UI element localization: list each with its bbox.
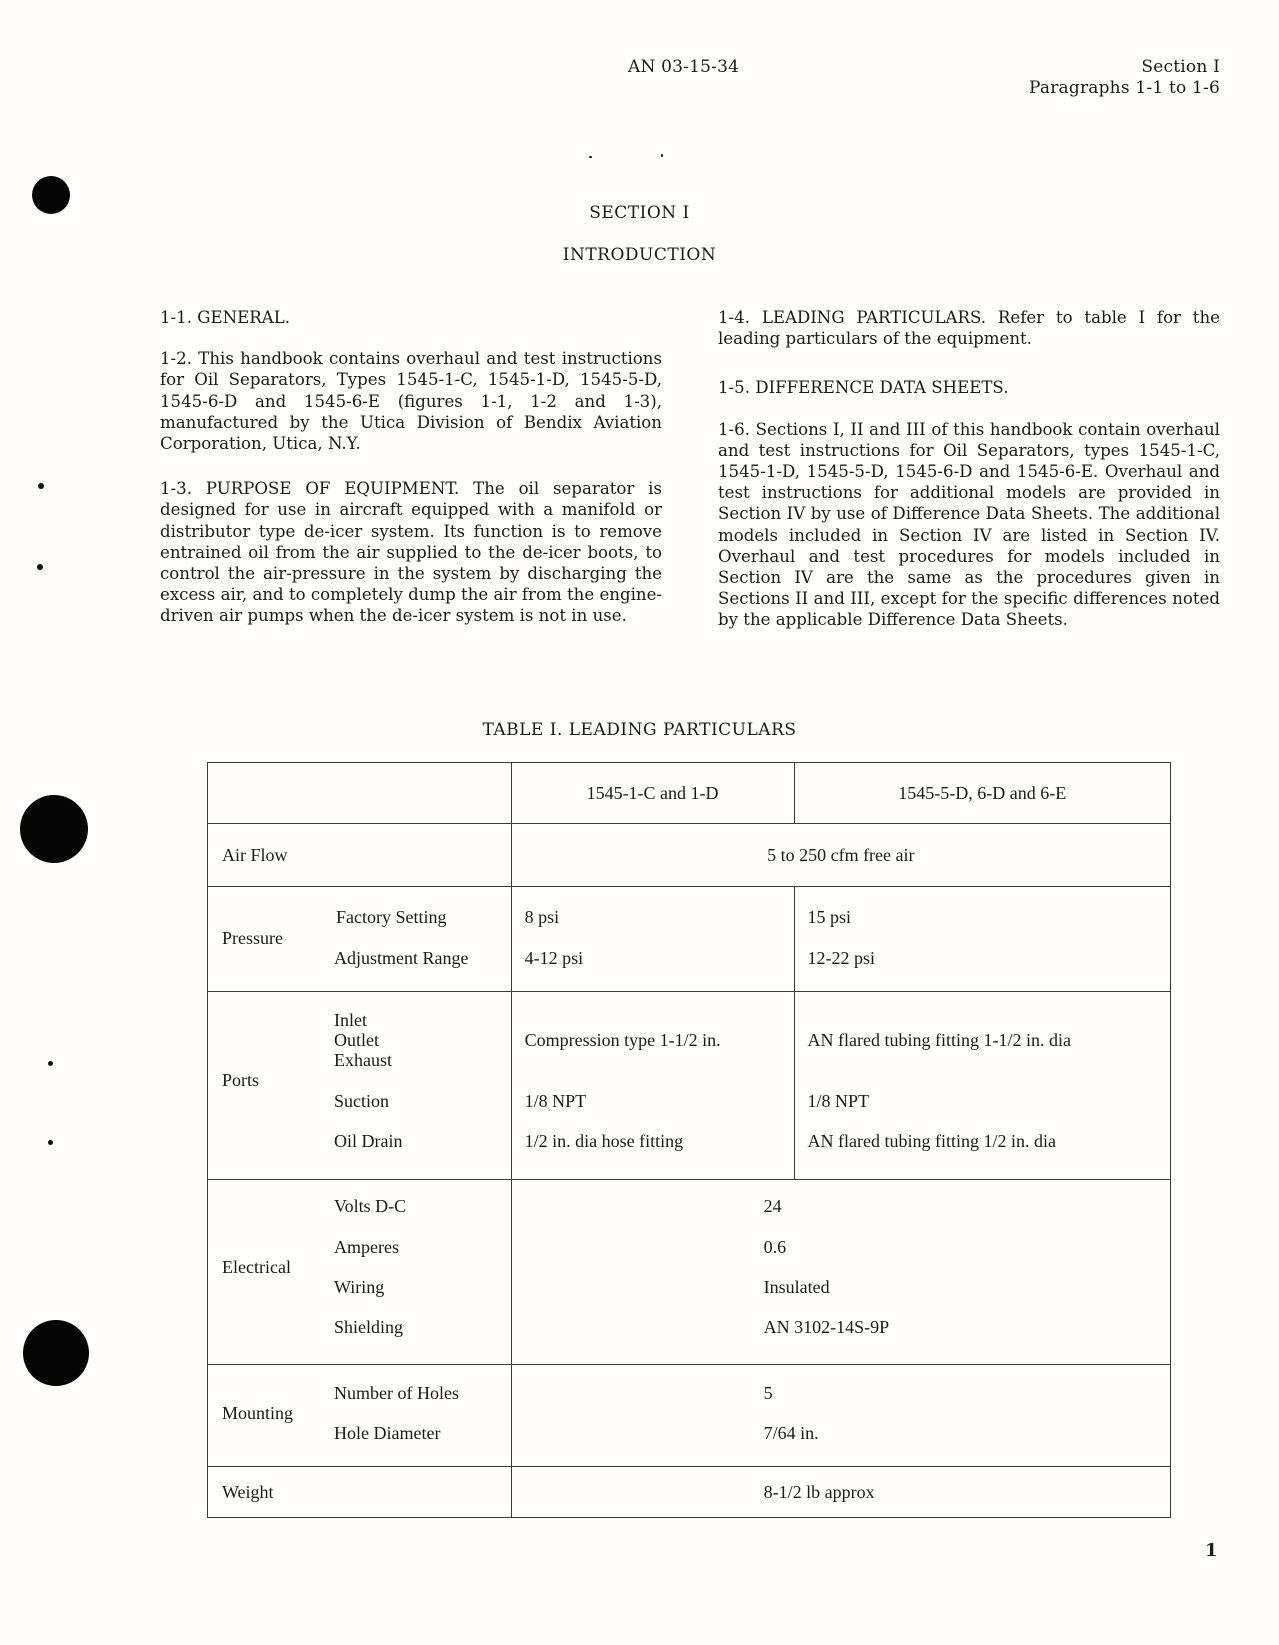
ports-label: Ports (222, 1070, 260, 1090)
ports-main-b: AN flared tubing fitting 1-1/2 in. dia (807, 1030, 1071, 1050)
header-blank (208, 763, 512, 824)
amperes-value: 0.6 (763, 1237, 787, 1257)
binder-hole-3 (20, 795, 88, 863)
speck (48, 1061, 53, 1066)
table-row-electrical (208, 1180, 1171, 1365)
suction-label: Suction (334, 1091, 390, 1111)
inlet-label: Inlet (334, 1010, 367, 1030)
leading-particulars-table (207, 762, 1171, 1518)
speck (38, 483, 44, 489)
table-row-mounting (208, 1365, 1171, 1467)
exhaust-label: Exhaust (334, 1050, 392, 1070)
number-of-holes-value: 5 (763, 1383, 773, 1403)
mounting-label: Mounting (222, 1403, 294, 1423)
factory-setting-b: 15 psi (807, 907, 852, 927)
air-flow-value: 5 to 250 cfm free air (511, 824, 1170, 887)
suction-a: 1/8 NPT (524, 1091, 587, 1111)
table-row-weight (208, 1467, 1171, 1518)
weight-value: 8-1/2 lb approx (763, 1482, 875, 1502)
suction-b: 1/8 NPT (807, 1091, 870, 1111)
oil-drain-label: Oil Drain (334, 1131, 403, 1151)
speck (48, 1140, 53, 1145)
volts-label: Volts D-C (334, 1196, 407, 1216)
paragraph-1-1: 1-1. GENERAL. (160, 308, 291, 327)
left-column (160, 307, 662, 627)
hole-diameter-label: Hole Diameter (334, 1423, 441, 1443)
number-of-holes-label: Number of Holes (334, 1383, 459, 1403)
document-number: AN 03-15-34 (628, 57, 740, 77)
oil-drain-a: 1/2 in. dia hose fitting (524, 1131, 684, 1151)
paragraphs-range: Paragraphs 1-1 to 1-6 (1028, 78, 1220, 98)
right-column (718, 307, 1220, 631)
shielding-value: AN 3102-14S-9P (763, 1317, 890, 1337)
hole-diameter-value: 7/64 in. (763, 1423, 819, 1443)
table-row-pressure (208, 887, 1171, 992)
paragraph-1-4: 1-4. LEADING PARTICULARS. Refer to table I for the leading particulars of the equipment. (718, 308, 1220, 349)
speck (589, 156, 592, 158)
speck (661, 154, 663, 157)
factory-setting-a: 8 psi (524, 907, 560, 927)
section-title: SECTION I (589, 203, 690, 223)
table-row-air-flow (208, 824, 1171, 887)
header-model-b: 1545-5-D, 6-D and 6-E (794, 763, 1171, 824)
table-title: TABLE I. LEADING PARTICULARS (482, 720, 797, 740)
pressure-label: Pressure (222, 928, 283, 948)
table-row-ports (208, 992, 1171, 1180)
speck (37, 564, 43, 570)
shielding-label: Shielding (334, 1317, 404, 1337)
ports-main-a: Compression type 1-1/2 in. (524, 1030, 721, 1050)
binder-hole-4 (23, 1320, 89, 1386)
paragraph-1-6: 1-6. Sections I, II and III of this handbook contain overhaul and test instructions for Oil Separators, types 1545-1-C, 1545-1-D, 1545-5-D, 1545-6-D and 1545-6-E. Overhaul and test instructions for additional models are provided in Section IV by use of Difference Data Sheets. The additional models included in Section IV are listed in Section IV. Overhaul and test procedures for models included in Section IV are the same as the procedures given in Sections II and III, except for the specific differences noted by the applicable Difference Data Sheets. (718, 419, 1220, 630)
section-name: INTRODUCTION (562, 245, 717, 265)
paragraph-1-5: 1-5. DIFFERENCE DATA SHEETS. (718, 378, 1009, 398)
volts-value: 24 (763, 1196, 782, 1216)
table-header-row (208, 763, 1171, 824)
wiring-value: Insulated (763, 1277, 830, 1297)
adjustment-range-label: Adjustment Range (334, 948, 469, 968)
page-number: 1 (1205, 1540, 1218, 1561)
oil-drain-b: AN flared tubing fitting 1/2 in. dia (807, 1131, 1056, 1151)
amperes-label: Amperes (334, 1237, 399, 1257)
section-label: Section I (1141, 57, 1220, 77)
electrical-label: Electrical (222, 1257, 291, 1277)
wiring-label: Wiring (334, 1277, 385, 1297)
outlet-label: Outlet (334, 1030, 379, 1050)
adjustment-range-a: 4-12 psi (524, 948, 584, 968)
paragraph-1-3: 1-3. PURPOSE OF EQUIPMENT. The oil separator is designed for use in aircraft equipped with a manifold or distributor type de-icer system. Its function is to remove entrained oil from the air supplied to the de-icer boots, to control the air-pressure in the system by discharging the excess air, and to completely dump the air from the engine-driven air pumps when the de-icer system is not in use. (160, 479, 662, 626)
paragraph-1-2: 1-2. This handbook contains overhaul and test instructions for Oil Separators, Types 1545-1-C, 1545-1-D, 1545-5-D, 1545-6-D and 1545-6-E (figures 1-1, 1-2 and 1-3), manufactured by the Utica Division of Bendix Aviation Corporation, Utica, N.Y. (160, 349, 662, 454)
factory-setting-label: Factory Setting (336, 907, 447, 927)
air-flow-label: Air Flow (222, 845, 288, 865)
weight-label: Weight (222, 1482, 274, 1502)
header-model-a: 1545-1-C and 1-D (511, 763, 794, 824)
adjustment-range-b: 12-22 psi (807, 948, 875, 968)
